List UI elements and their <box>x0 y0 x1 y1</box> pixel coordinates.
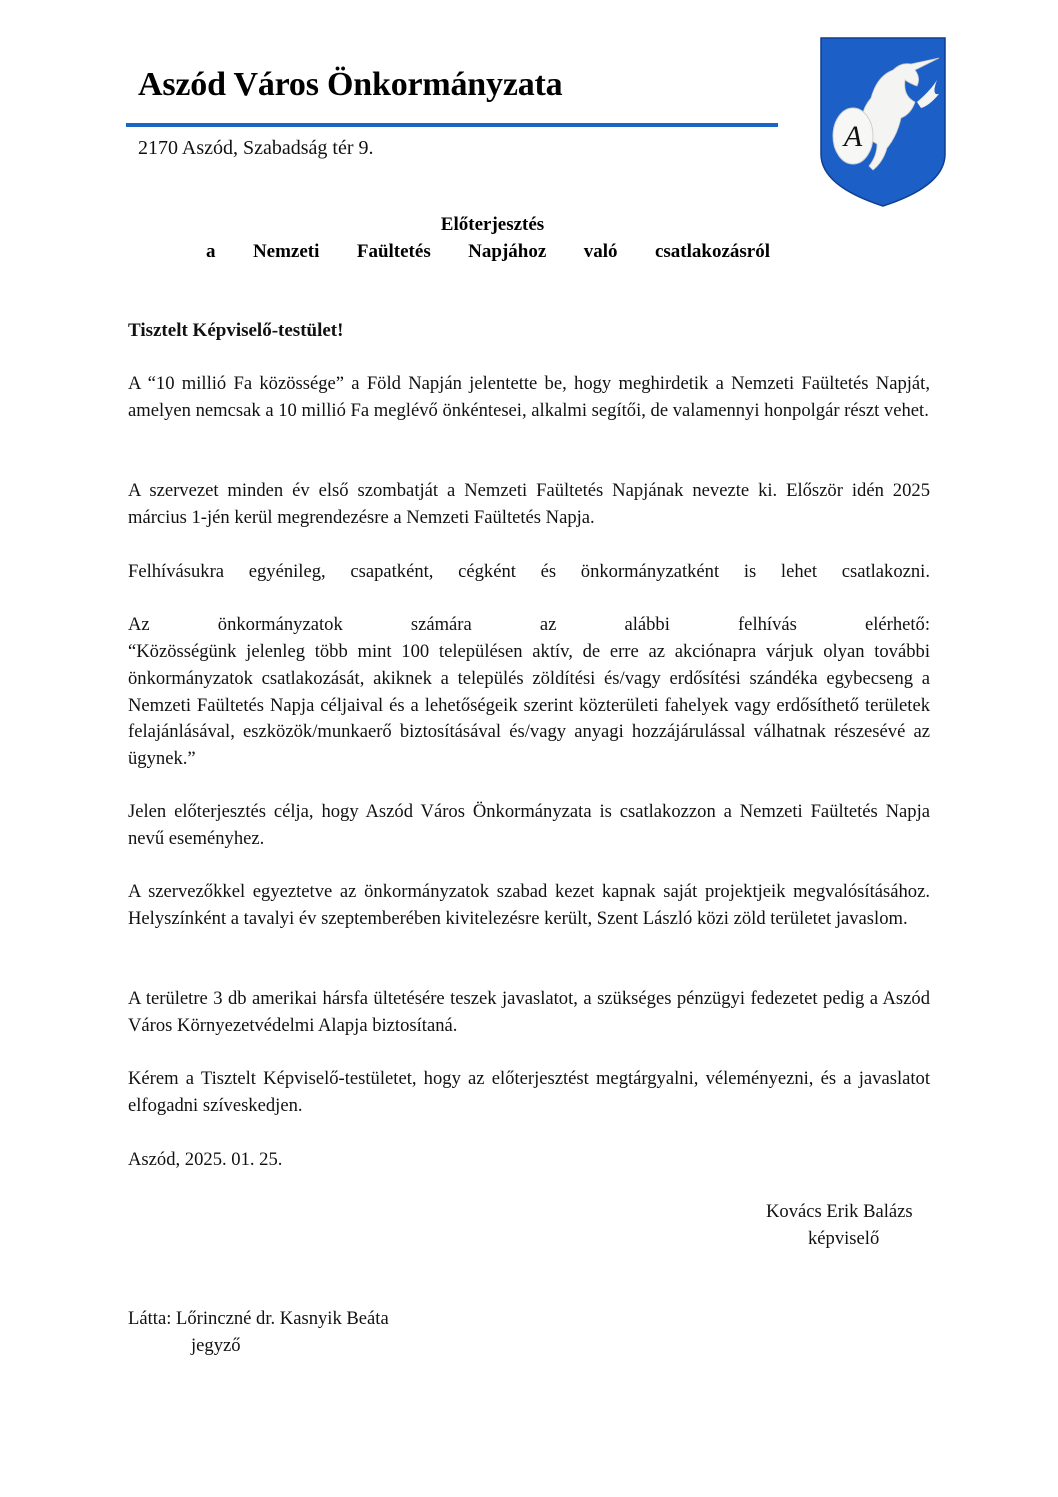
paragraph-join-options: Felhívásukra egyénileg, csapatként, cégként és önkormányzatként is lehet csatlakozni. <box>128 561 930 582</box>
seen-by-name: Látta: Lőrinczné dr. Kasnyik Beáta <box>128 1308 389 1329</box>
seen-by-role: jegyző <box>191 1335 241 1356</box>
paragraph-purpose: Jelen előterjesztés célja, hogy Aszód Város Önkormányzata is csatlakozzon a Nemzeti Faültetés Napja nevű eseményhez. <box>128 801 930 849</box>
paragraph-announcement: A “10 millió Fa közössége” a Föld Napján jelentette be, hogy meghirdetik a Nemzeti Faültetés Napját, amelyen nemcsak a 10 millió Fa meglévő önkéntesei, alkalmi segítői, de valamennyi honpolgár részt vehet. <box>128 373 930 421</box>
subtitle-word: Napjához <box>468 241 547 262</box>
crest-letter: A <box>843 120 863 153</box>
header-divider <box>126 123 778 127</box>
paragraph-call-intro: Az önkormányzatok számára az alábbi felhívás elérhető: <box>128 614 930 635</box>
coat-of-arms-icon <box>819 36 947 208</box>
paragraph-first-saturday: A szervezet minden év első szombatját a Nemzeti Faültetés Napjának nevezte ki. Először idén 2025 március 1-jén kerül megrendezésre a Nemzeti Faültetés Napja. <box>128 480 930 528</box>
paragraph-request: Kérem a Tisztelt Képviselő-testületet, hogy az előterjesztést megtárgyalni, véleményezni, és a javaslatot elfogadni szíveskedjen. <box>128 1068 930 1116</box>
organization-address: 2170 Aszód, Szabadság tér 9. <box>138 137 374 159</box>
salutation: Tisztelt Képviselő-testület! <box>128 320 344 341</box>
paragraph-location: A szervezőkkel egyeztetve az önkormányzatok szabad kezet kapnak saját projektjeik megvalósításához. Helyszínként a tavalyi év szeptemberében kivitelezésre került, Szent László közi zöld területet javaslom. <box>128 881 930 929</box>
subtitle-word: csatlakozásról <box>654 241 770 262</box>
subtitle-word: Nemzeti <box>252 241 320 262</box>
organization-title: Aszód Város Önkormányzata <box>138 66 563 103</box>
paragraph-trees: A területre 3 db amerikai hársfa ültetésére teszek javaslatot, a szükséges pénzügyi fedezetet pedig a Aszód Város Környezetvédelmi Alapja biztosítaná. <box>128 988 930 1036</box>
document-date: Aszód, 2025. 01. 25. <box>128 1149 283 1170</box>
subtitle-word: a <box>206 241 216 262</box>
paragraph-call-quote: “Közösségünk jelenleg több mint 100 településen aktív, de erre az akciónapra várjuk olyan további önkormányzatok csatlakozását, akiknek a település zöldítési és/vagy erdősítési szándéka egybecseng a Nemzeti Faültetés Napja céljaival és a lehetőségeik szerint közterületi fahelyek vagy erdősíthető területek felajánlásával, eszközök/munkaerő biztosításával és/vagy anyagi hozzájárulással válhatnak részesévé az ügynek.” <box>128 641 930 770</box>
subtitle-word: Faültetés <box>356 241 431 262</box>
signer-name: Kovács Erik Balázs <box>766 1201 913 1222</box>
document-subtitle <box>206 239 770 265</box>
subtitle-word: való <box>583 241 618 262</box>
signer-role: képviselő <box>808 1228 880 1249</box>
document-title: Előterjesztés <box>440 214 545 235</box>
